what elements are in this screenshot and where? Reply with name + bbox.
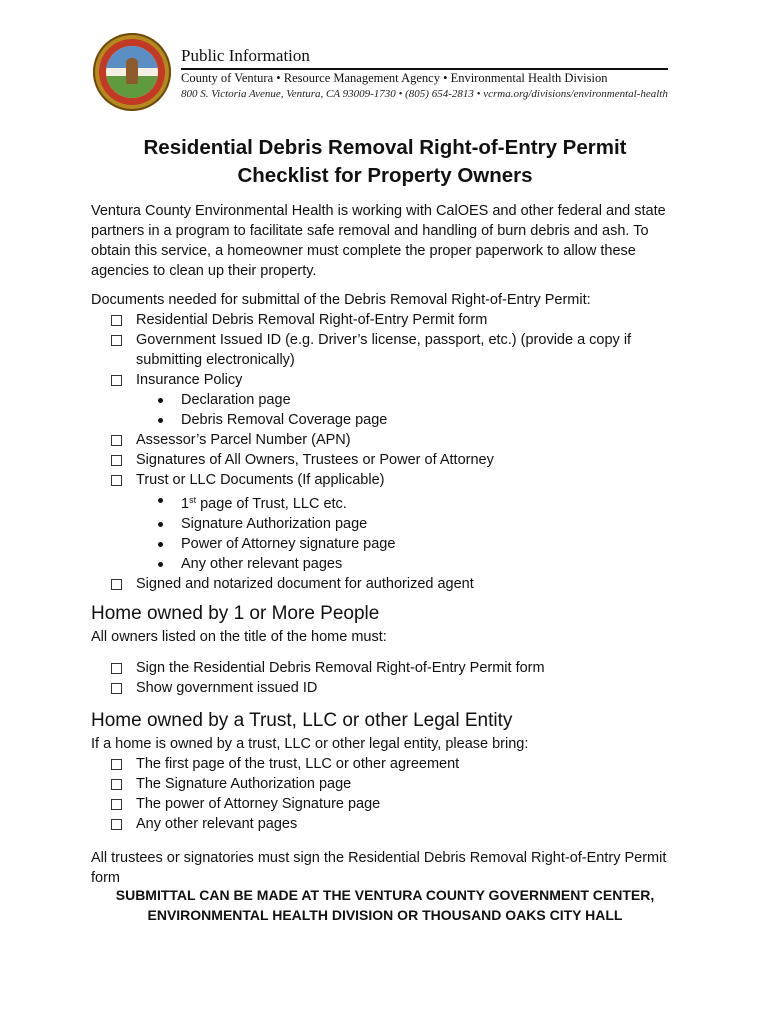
checklist-item — [91, 430, 671, 450]
checklist-item — [91, 370, 671, 430]
seal-figure — [126, 58, 138, 84]
people-checklist — [91, 658, 671, 698]
intro-paragraph: Ventura County Environmental Health is working with CalOES and other federal and state partners in a program to facilitate safe removal and handling of burn debris and ash. To obtain this service, a homeowner must complete the proper paperwork to allow these agencies to clean up their property. — [91, 203, 666, 279]
submittal-notice-line2: ENVIRONMENTAL HEALTH DIVISION OR THOUSAND OAKS CITY HALL — [147, 907, 623, 923]
header-title: Public Information — [181, 46, 310, 65]
county-seal-icon — [93, 33, 171, 111]
bullet-icon — [158, 522, 163, 527]
documents-checklist — [91, 310, 671, 594]
bullet-icon — [158, 498, 163, 503]
trust-sublist — [136, 490, 671, 574]
bullet-item-label: page of Trust, LLC etc. — [196, 496, 347, 512]
bullet-item-label: Power of Attorney signature page — [181, 536, 396, 552]
bullet-item-label: Signature Authorization page — [181, 516, 368, 532]
checkbox-icon — [111, 475, 122, 486]
checklist-item-label: The first page of the trust, LLC or other agreement — [136, 756, 460, 772]
checklist-item-label: Signatures of All Owners, Trustees or Power of Attorney — [136, 452, 494, 468]
checklist-item-label: Residential Debris Removal Right-of-Entry Permit form — [136, 312, 488, 328]
checklist-item — [91, 658, 671, 678]
checkbox-icon — [111, 335, 122, 346]
checkbox-icon — [111, 375, 122, 386]
seal-center — [106, 46, 158, 98]
closing-paragraph: All trustees or signatories must sign the Residential Debris Removal Right-of-Entry Permit form — [91, 850, 667, 886]
checklist-item-label: Government Issued ID (e.g. Driver’s license, passport, etc.) (provide a copy if submitting electronically) — [136, 332, 632, 368]
bullet-item — [136, 390, 671, 410]
bullet-item-label: Any other relevant pages — [181, 556, 343, 572]
checklist-item — [91, 450, 671, 470]
bullet-item-label: Debris Removal Coverage page — [181, 412, 388, 428]
bullet-item-number: 1 — [181, 496, 190, 512]
submittal-notice-line1: SUBMITTAL CAN BE MADE AT THE VENTURA COUNTY GOVERNMENT CENTER, — [115, 887, 655, 903]
checkbox-icon — [111, 759, 122, 770]
checklist-item-label: Assessor’s Parcel Number (APN) — [136, 432, 351, 448]
checkbox-icon — [111, 779, 122, 790]
checklist-item — [91, 814, 671, 834]
section-heading-trust: Home owned by a Trust, LLC or other Legal Entity — [91, 710, 513, 731]
checkbox-icon — [111, 663, 122, 674]
bullet-icon — [158, 562, 163, 567]
insurance-sublist — [136, 390, 671, 430]
checklist-item — [91, 794, 671, 814]
documents-lead: Documents needed for submittal of the Debris Removal Right-of-Entry Permit: — [91, 292, 591, 308]
checklist-item-label: The power of Attorney Signature page — [136, 796, 381, 812]
bullet-item — [136, 410, 671, 430]
checklist-item — [91, 678, 671, 698]
section-people-lead: All owners listed on the title of the home must: — [91, 629, 387, 645]
checkbox-icon — [111, 819, 122, 830]
checkbox-icon — [111, 455, 122, 466]
bullet-icon — [158, 418, 163, 423]
checklist-item-label: Any other relevant pages — [136, 816, 298, 832]
header-address: 800 S. Victoria Avenue, Ventura, CA 93009-1730 • (805) 654-2813 • vcrma.org/divisions/environmental-health — [181, 88, 668, 100]
checkbox-icon — [111, 799, 122, 810]
checkbox-icon — [111, 683, 122, 694]
checklist-item-label: Insurance Policy — [136, 372, 243, 388]
bullet-item-label: Declaration page — [181, 392, 291, 408]
checkbox-icon — [111, 579, 122, 590]
document-title-line2: Checklist for Property Owners — [237, 164, 533, 187]
checklist-item-label: The Signature Authorization page — [136, 776, 352, 792]
section-trust-lead: If a home is owned by a trust, LLC or other legal entity, please bring: — [91, 736, 529, 752]
bullet-item — [136, 490, 671, 514]
bullet-icon — [158, 398, 163, 403]
checklist-item — [91, 754, 671, 774]
checklist-item-label: Sign the Residential Debris Removal Right-of-Entry Permit form — [136, 660, 545, 676]
bullet-item — [136, 534, 671, 554]
checkbox-icon — [111, 435, 122, 446]
checklist-item — [91, 310, 671, 330]
bullet-item — [136, 554, 671, 574]
ordinal-suffix: st — [189, 495, 197, 505]
header-organization: County of Ventura • Resource Management Agency • Environmental Health Division — [181, 71, 608, 85]
checklist-item-label: Show government issued ID — [136, 680, 318, 696]
checklist-item — [91, 574, 671, 594]
document-title-line1: Residential Debris Removal Right-of-Entry Permit — [143, 136, 627, 159]
header-divider — [181, 68, 668, 70]
checkbox-icon — [111, 315, 122, 326]
checklist-item-label: Trust or LLC Documents (If applicable) — [136, 472, 385, 488]
trust-checklist — [91, 754, 671, 834]
checklist-item — [91, 330, 671, 370]
bullet-icon — [158, 542, 163, 547]
section-heading-people: Home owned by 1 or More People — [91, 603, 380, 624]
checklist-item — [91, 774, 671, 794]
checklist-item — [91, 470, 671, 574]
checklist-item-label: Signed and notarized document for authorized agent — [136, 576, 474, 592]
bullet-item — [136, 514, 671, 534]
